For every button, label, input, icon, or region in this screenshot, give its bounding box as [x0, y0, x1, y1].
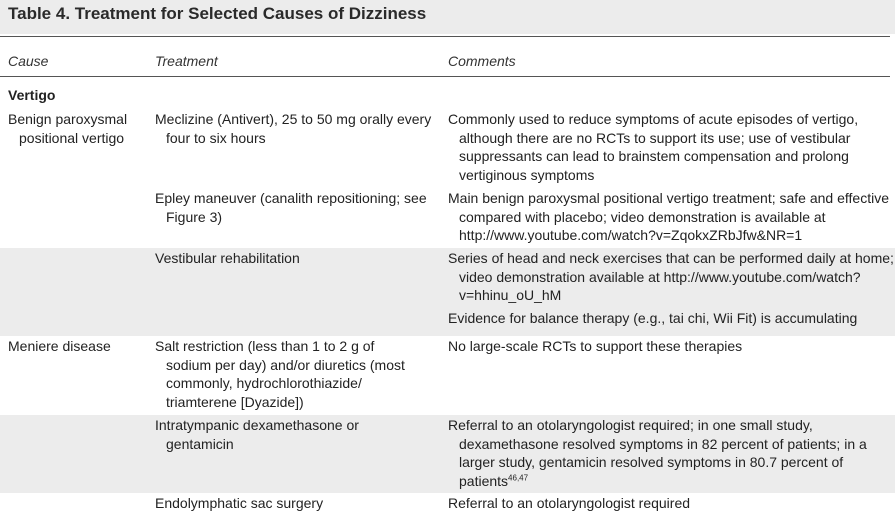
cause-cell: Meniere disease	[8, 338, 111, 354]
treatment-cell: Endolymphatic sac surgery	[155, 495, 324, 511]
comment-cell: No large-scale RCTs to support these therapies	[448, 338, 743, 354]
header-rule	[0, 76, 890, 77]
header-cause: Cause	[8, 53, 49, 69]
table-title: Table 4. Treatment for Selected Causes of Dizziness	[8, 4, 427, 23]
comment-cell: Series of head and neck exercises that can be performed daily at home; video demonstration available at http://www.youtube.com/watch?v=hhinu_oU_hM	[448, 250, 894, 304]
section-heading: Vertigo	[8, 87, 56, 103]
treatment-cell: Intratympanic dexamethasone or gentamicin	[155, 417, 359, 452]
treatment-cell: Vestibular rehabilitation	[155, 250, 300, 266]
header-treatment: Treatment	[155, 53, 218, 69]
title-rule	[0, 36, 890, 37]
treatment-cell: Salt restriction (less than 1 to 2 g of sodium per day) and/or diuretics (most commonly, hydrochlorothiazide/ triamterene [Dyazide])	[155, 338, 405, 410]
comment-cell: Commonly used to reduce symptoms of acute episodes of vertigo, although there are no RCTs to support its use; use of vestibular suppressants can lead to brainstem compensation and prolong vertiginous symptoms	[448, 111, 859, 183]
treatment-cell: Meclizine (Antivert), 25 to 50 mg orally every four to six hours	[155, 111, 432, 146]
cause-cell: Benign paroxysmal positional vertigo	[8, 111, 128, 146]
comment-cell: Evidence for balance therapy (e.g., tai chi, Wii Fit) is accumulating	[448, 310, 858, 326]
reference-superscript: 46,47	[508, 473, 529, 483]
comment-cell: Referral to an otolaryngologist required	[448, 495, 691, 511]
header-comments: Comments	[448, 53, 516, 69]
comment-cell	[448, 416, 889, 490]
comment-cell: Main benign paroxysmal positional vertigo treatment; safe and effective compared with placebo; video demonstration is available at http://www.youtube.com/watch?v=ZqokxZRbJfw&NR=1	[448, 190, 889, 244]
comment-text: Referral to an otolaryngologist required; in one small study, dexamethasone resolved symptoms in 82 percent of patients; in a larger study, gentamicin resolved symptoms in 80.7 percent of patients	[448, 417, 867, 489]
treatment-cell: Epley maneuver (canalith repositioning; see Figure 3)	[155, 190, 427, 225]
